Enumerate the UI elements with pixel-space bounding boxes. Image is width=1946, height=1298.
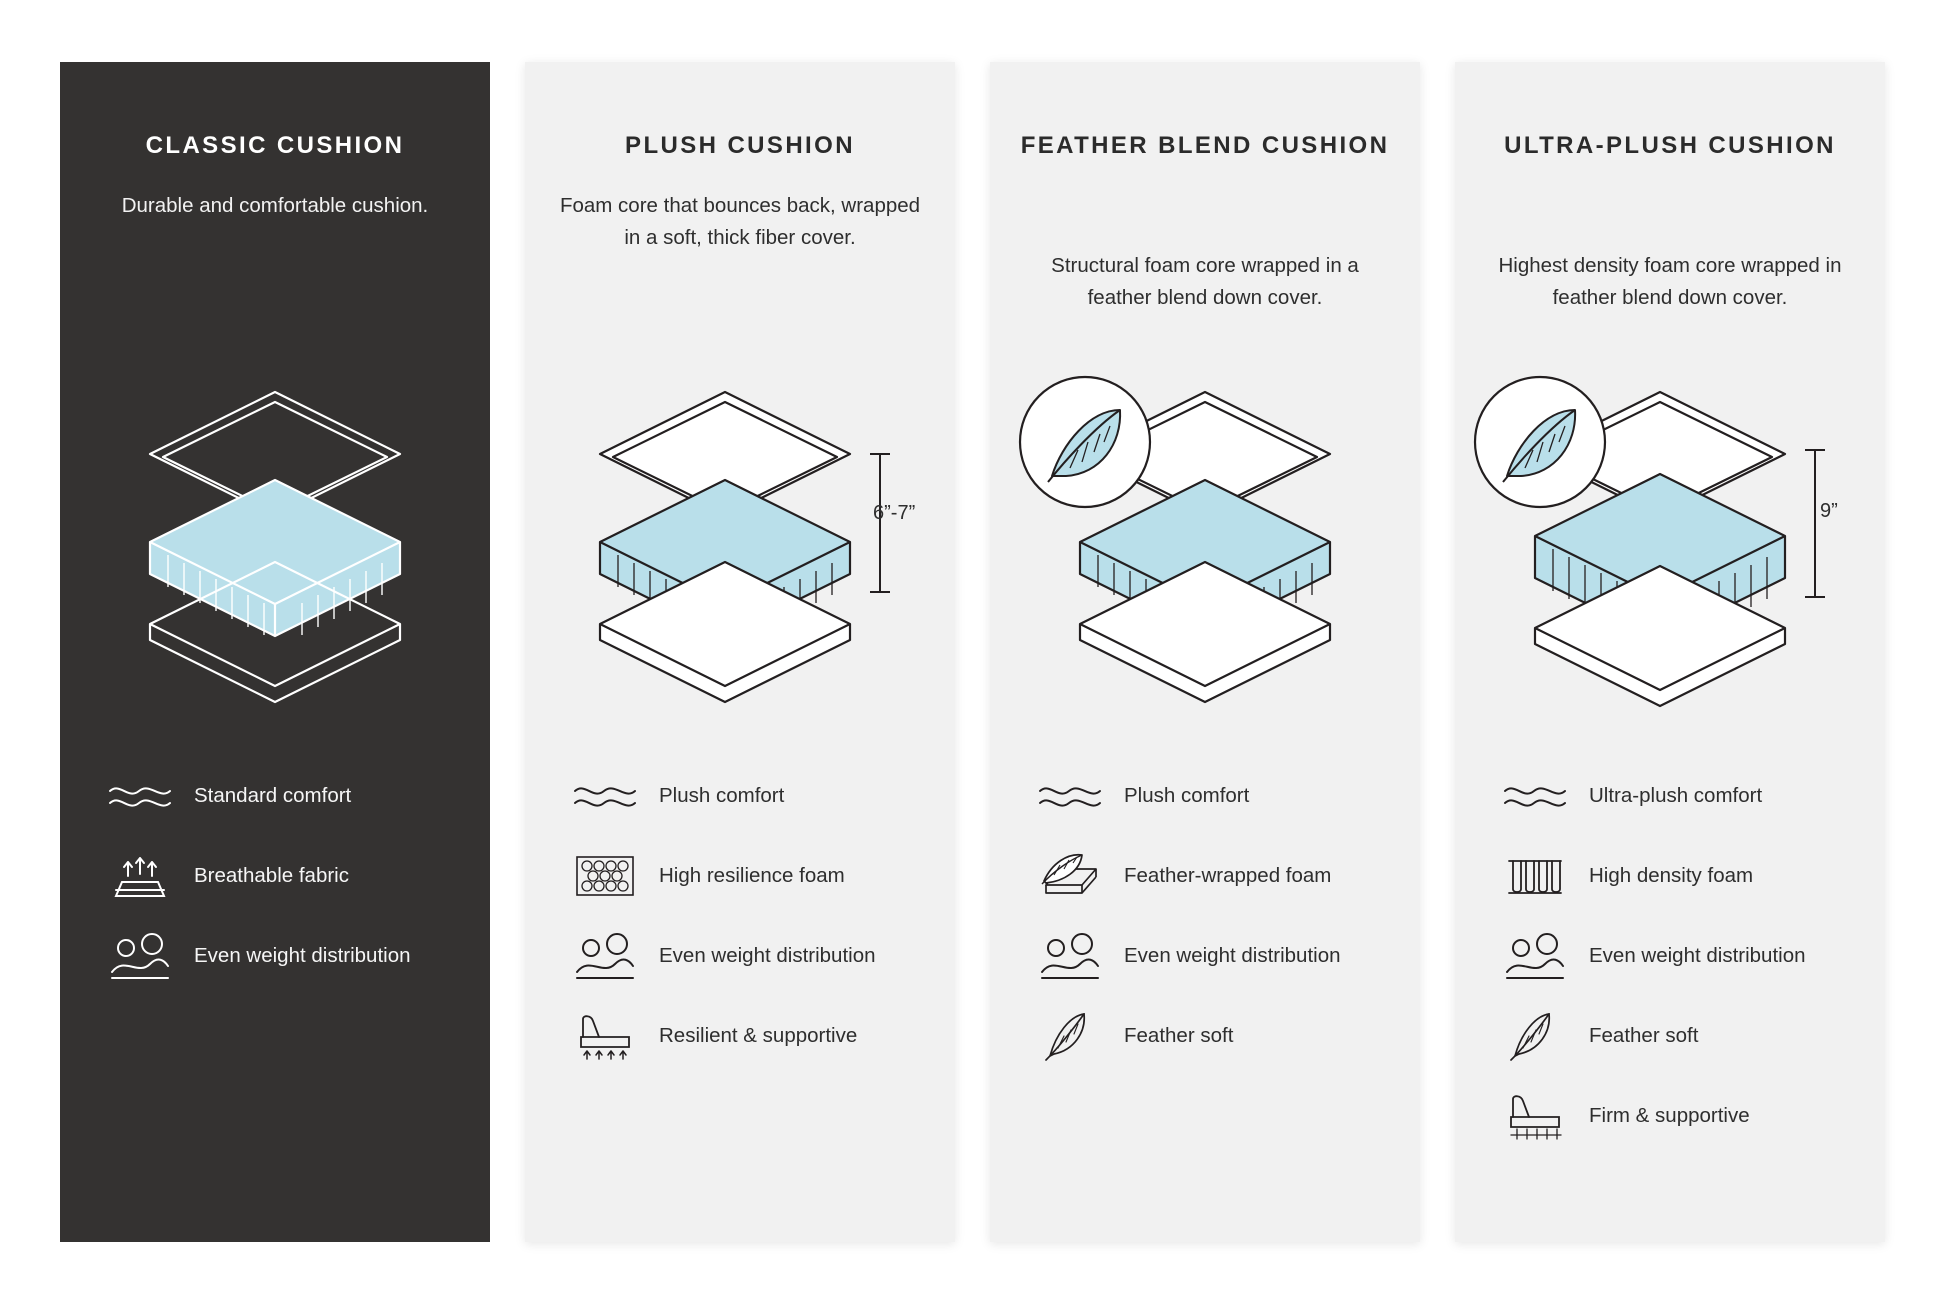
feature-label: Even weight distribution [1124,944,1341,967]
feature-item [1038,847,1390,905]
cushion-diagram-feather-blend [990,392,1420,692]
wave-icon [108,769,180,823]
cushion-diagram-plush [525,392,955,692]
feature-item [1038,1007,1390,1065]
feature-list-plush [573,767,925,1087]
card-description: Structural foam core wrapped in a feather blend down cover. [1051,254,1359,309]
weight-distribution-icon [1038,929,1110,983]
feature-item [108,927,460,985]
feature-list-feather-blend [1038,767,1390,1087]
feature-label: Even weight distribution [1589,944,1806,967]
feature-label: Breathable fabric [194,864,349,887]
feature-item [573,847,925,905]
dimension-label: 9” [1820,500,1838,522]
feature-item [1503,767,1855,825]
feature-item [573,1007,925,1065]
weight-distribution-icon [573,929,645,983]
feature-item [573,927,925,985]
feature-item [108,767,460,825]
feature-label: Standard comfort [194,784,352,807]
feature-item [1503,847,1855,905]
card-classic-cushion[interactable] [60,62,490,1242]
card-ultra-plush-cushion[interactable] [1455,62,1885,1242]
feature-label: Even weight distribution [659,944,876,967]
feature-label: Plush comfort [659,784,785,807]
weight-distribution-icon [108,929,180,983]
card-plush-cushion[interactable] [525,62,955,1242]
wave-icon [573,769,645,823]
card-description: Durable and comfortable cushion. [121,194,429,217]
feature-label: Resilient & supportive [659,1024,858,1047]
high-density-foam-icon [1503,849,1575,903]
feature-list-ultra-plush [1503,767,1855,1167]
feature-label: Feather soft [1124,1024,1234,1047]
supportive-seat-icon [573,1009,645,1063]
feature-label: Even weight distribution [194,944,411,967]
feature-label: Feather-wrapped foam [1124,864,1332,887]
feature-label: Feather soft [1589,1024,1699,1047]
honeycomb-foam-icon [573,849,645,903]
dimension-label: 6”-7” [873,502,916,524]
feature-item [1503,1087,1855,1145]
feature-item [1038,927,1390,985]
wave-icon [1038,769,1110,823]
wave-icon [1503,769,1575,823]
feature-label: Ultra-plush comfort [1589,784,1763,807]
card-description: Highest density foam core wrapped in feather blend down cover. [1498,254,1842,309]
supportive-seat-icon [1503,1089,1575,1143]
feature-item [1038,767,1390,825]
feather-wrapped-foam-icon [1038,849,1110,903]
card-description: Foam core that bounces back, wrapped in a soft, thick fiber cover. [559,194,921,249]
feature-list-classic [108,767,460,1007]
page-title: PLUSH CUSHION [625,132,855,159]
card-feather-blend-cushion[interactable] [990,62,1420,1242]
cards-row [60,62,1885,1242]
weight-distribution-icon [1503,929,1575,983]
page-title: CLASSIC CUSHION [145,132,405,159]
feature-label: Firm & supportive [1589,1104,1750,1127]
feature-item [1503,1007,1855,1065]
cushion-diagram-classic [60,392,490,692]
feather-icon [1038,1009,1110,1063]
page-title: ULTRA-PLUSH CUSHION [1504,132,1836,159]
feature-item [573,767,925,825]
feature-label: High density foam [1589,864,1754,887]
feature-item [108,847,460,905]
feature-item [1503,927,1855,985]
cushion-diagram-ultra-plush [1455,392,1885,692]
feature-label: High resilience foam [659,864,845,887]
page-title: FEATHER BLEND CUSHION [1020,132,1390,159]
breathable-fabric-icon [108,849,180,903]
feather-icon [1503,1009,1575,1063]
feature-label: Plush comfort [1124,784,1250,807]
